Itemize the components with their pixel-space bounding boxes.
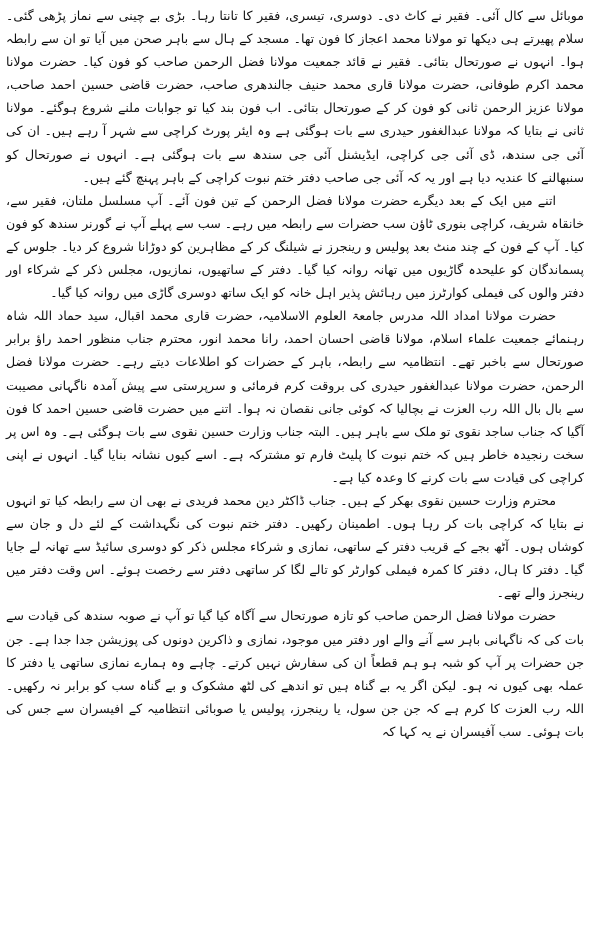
paragraph-3: حضرت مولانا امداد اللہ مدرس جامعۃ العلوم الاسلامیہ، حضرت قاری محمد اقبال، سید حماد اللہ شاہ رہنمائے جمعیت علماء اسلام، مولانا قاضی احسان احمد، رانا محمد انور، محترم جناب منظور احمد راؤ برابر صورتحال سے باخبر تھے۔ انتظامیہ سے رابطہ، باہر کے حضرات کو اطلاعات دیتے رہے۔ حضرت مولانا فضل الرحمن، حضرت مولانا عبدالغفور حیدری کی بروقت کرم فرمائی و سرپرستی سے پیش آمدہ ناگہانی مصیبت سے بال بال اللہ رب العزت نے بچالیا کہ کوئی جانی نقصان نہ ہوا۔ اتنے میں حضرت قاضی حسین احمد کا فون آگیا کہ جناب ساجد نقوی تو ملک سے باہر ہیں۔ البتہ جناب وزارت حسین نقوی سے بات ہوگئی ہے۔ وہ اس پر سخت رنجیدہ خاطر ہیں کہ ختم نبوت کا پلیٹ فارم تو مشترکہ ہے۔ اسے کیوں نشانہ بنایا گیا۔ انہوں نے اپنی کراچی کی قیادت سے بات کرنے کا وعدہ کیا ہے۔ bbox=[6, 308, 584, 485]
paragraph-1: موبائل سے کال آئی۔ فقیر نے کاٹ دی۔ دوسری، تیسری، فقیر کا تانتا رہا۔ بڑی بے چینی سے نماز پڑھی گئی۔ سلام پھیرتے ہی دیکھا تو مولانا محمد اعجاز کا فون تھا۔ مسجد کے ہال سے باہر صحن میں آیا تو ان سے رابطہ ہوا۔ انہوں نے صورتحال بتائی۔ فقیر نے قائد جمعیت مولانا فضل الرحمن صاحب کو فون کیا۔ حضرت مولانا محمد اکرم طوفانی، حضرت مولانا قاری محمد حنیف جالندھری صاحب، حضرت قاضی حسین احمد صاحب، مولانا عزیز الرحمن ثانی کو فون کر کے صورتحال بتائی۔ اب فون بند کیا تو جوابات ملنے شروع ہوگئے۔ مولانا ثانی نے بتایا کہ مولانا عبدالغفور حیدری سے بات ہوگئی ہے وہ ایئر پورٹ کراچی سے شہر آ رہے ہیں۔ ان کی آئی جی سندھ، ڈی آئی جی کراچی، ایڈیشنل آئی جی سندھ سے بات ہوگئی ہے۔ انہوں نے صورتحال کو سنبھالنے کا عندیہ دیا ہے اور یہ کہ آئی جی صاحب دفتر ختم نبوت کراچی کے باہر پہنچ گئے ہیں۔ bbox=[6, 8, 584, 185]
paragraph-4: محترم وزارت حسین نقوی بھکر کے ہیں۔ جناب ڈاکٹر دین محمد فریدی نے بھی ان سے رابطہ کیا تو انہوں نے بتایا کہ کراچی بات کر رہا ہوں۔ اطمینان رکھیں۔ دفتر ختم نبوت کی نگہداشت کے لئے دل و جان سے کوشاں ہوں۔ آٹھ بجے کے قریب دفتر کے ساتھی، نمازی و شرکاء مجلس ذکر کو دوسری سائیڈ سے تھانہ لے جایا گیا۔ دفتر کا ہال، دفتر کا کمرہ فیملی کوارٹر کو تالے لگا کر ساتھی دفتر سے رخصت ہوئے۔ اس وقت دفتر میں رینجرز والے تھے۔ bbox=[6, 492, 584, 601]
paragraph-2: اتنے میں ایک کے بعد دیگرے حضرت مولانا فضل الرحمن کے تین فون آئے۔ آپ مسلسل ملتان، فقیر سے، خانقاہ شریف، کراچی بنوری ٹاؤن سب حضرات سے رابطہ میں رہے۔ سب سے پہلے آپ نے گورنر سندھ کو فون کیا۔ آپ کے فون کے چند منٹ بعد پولیس و رینجرز نے شیلنگ کر کے مظاہرین کو دوڑانا شروع کر دیا۔ جلوس کے پسماندگان کو علیحدہ گاڑیوں میں تھانہ روانہ کیا گیا۔ دفتر کے ساتھیوں، نمازیوں، مجلس ذکر کے شرکاء اور دفتر والوں کی فیملی کوارٹرز میں رہائش پذیر اہل خانہ کو ایک ساتھ دوسری گاڑی میں روانہ کیا گیا۔ bbox=[6, 192, 584, 301]
paragraph-5: حضرت مولانا فضل الرحمن صاحب کو تازہ صورتحال سے آگاہ کیا گیا تو آپ نے صوبہ سندھ کی قیادت سے بات کی کہ ناگہانی باہر سے آنے والے اور دفتر میں موجود، نمازی و ذاکرین دونوں کی پوزیشن جدا جدا ہے۔ جن جن حضرات پر آپ کو شبہ ہو ہم قطعاً ان کی سفارش نہیں کرتے۔ چاہے وہ ہمارے نمازی ساتھی یا دفتر کا عملہ بھی کیوں نہ ہو۔ لیکن اگر یہ بے گناہ ہیں تو اندھے کی لٹھ مشکوک و بے گناہ سب کو برابر نہ رکھیں۔ اللہ رب العزت کا کرم ہے کہ جن جن سول، یا رینجرز، پولیس یا صوبائی انتظامیہ کے افیسران سے جس کی بات ہوئی۔ سب آفیسران نے یہ کہا کہ bbox=[6, 608, 584, 739]
